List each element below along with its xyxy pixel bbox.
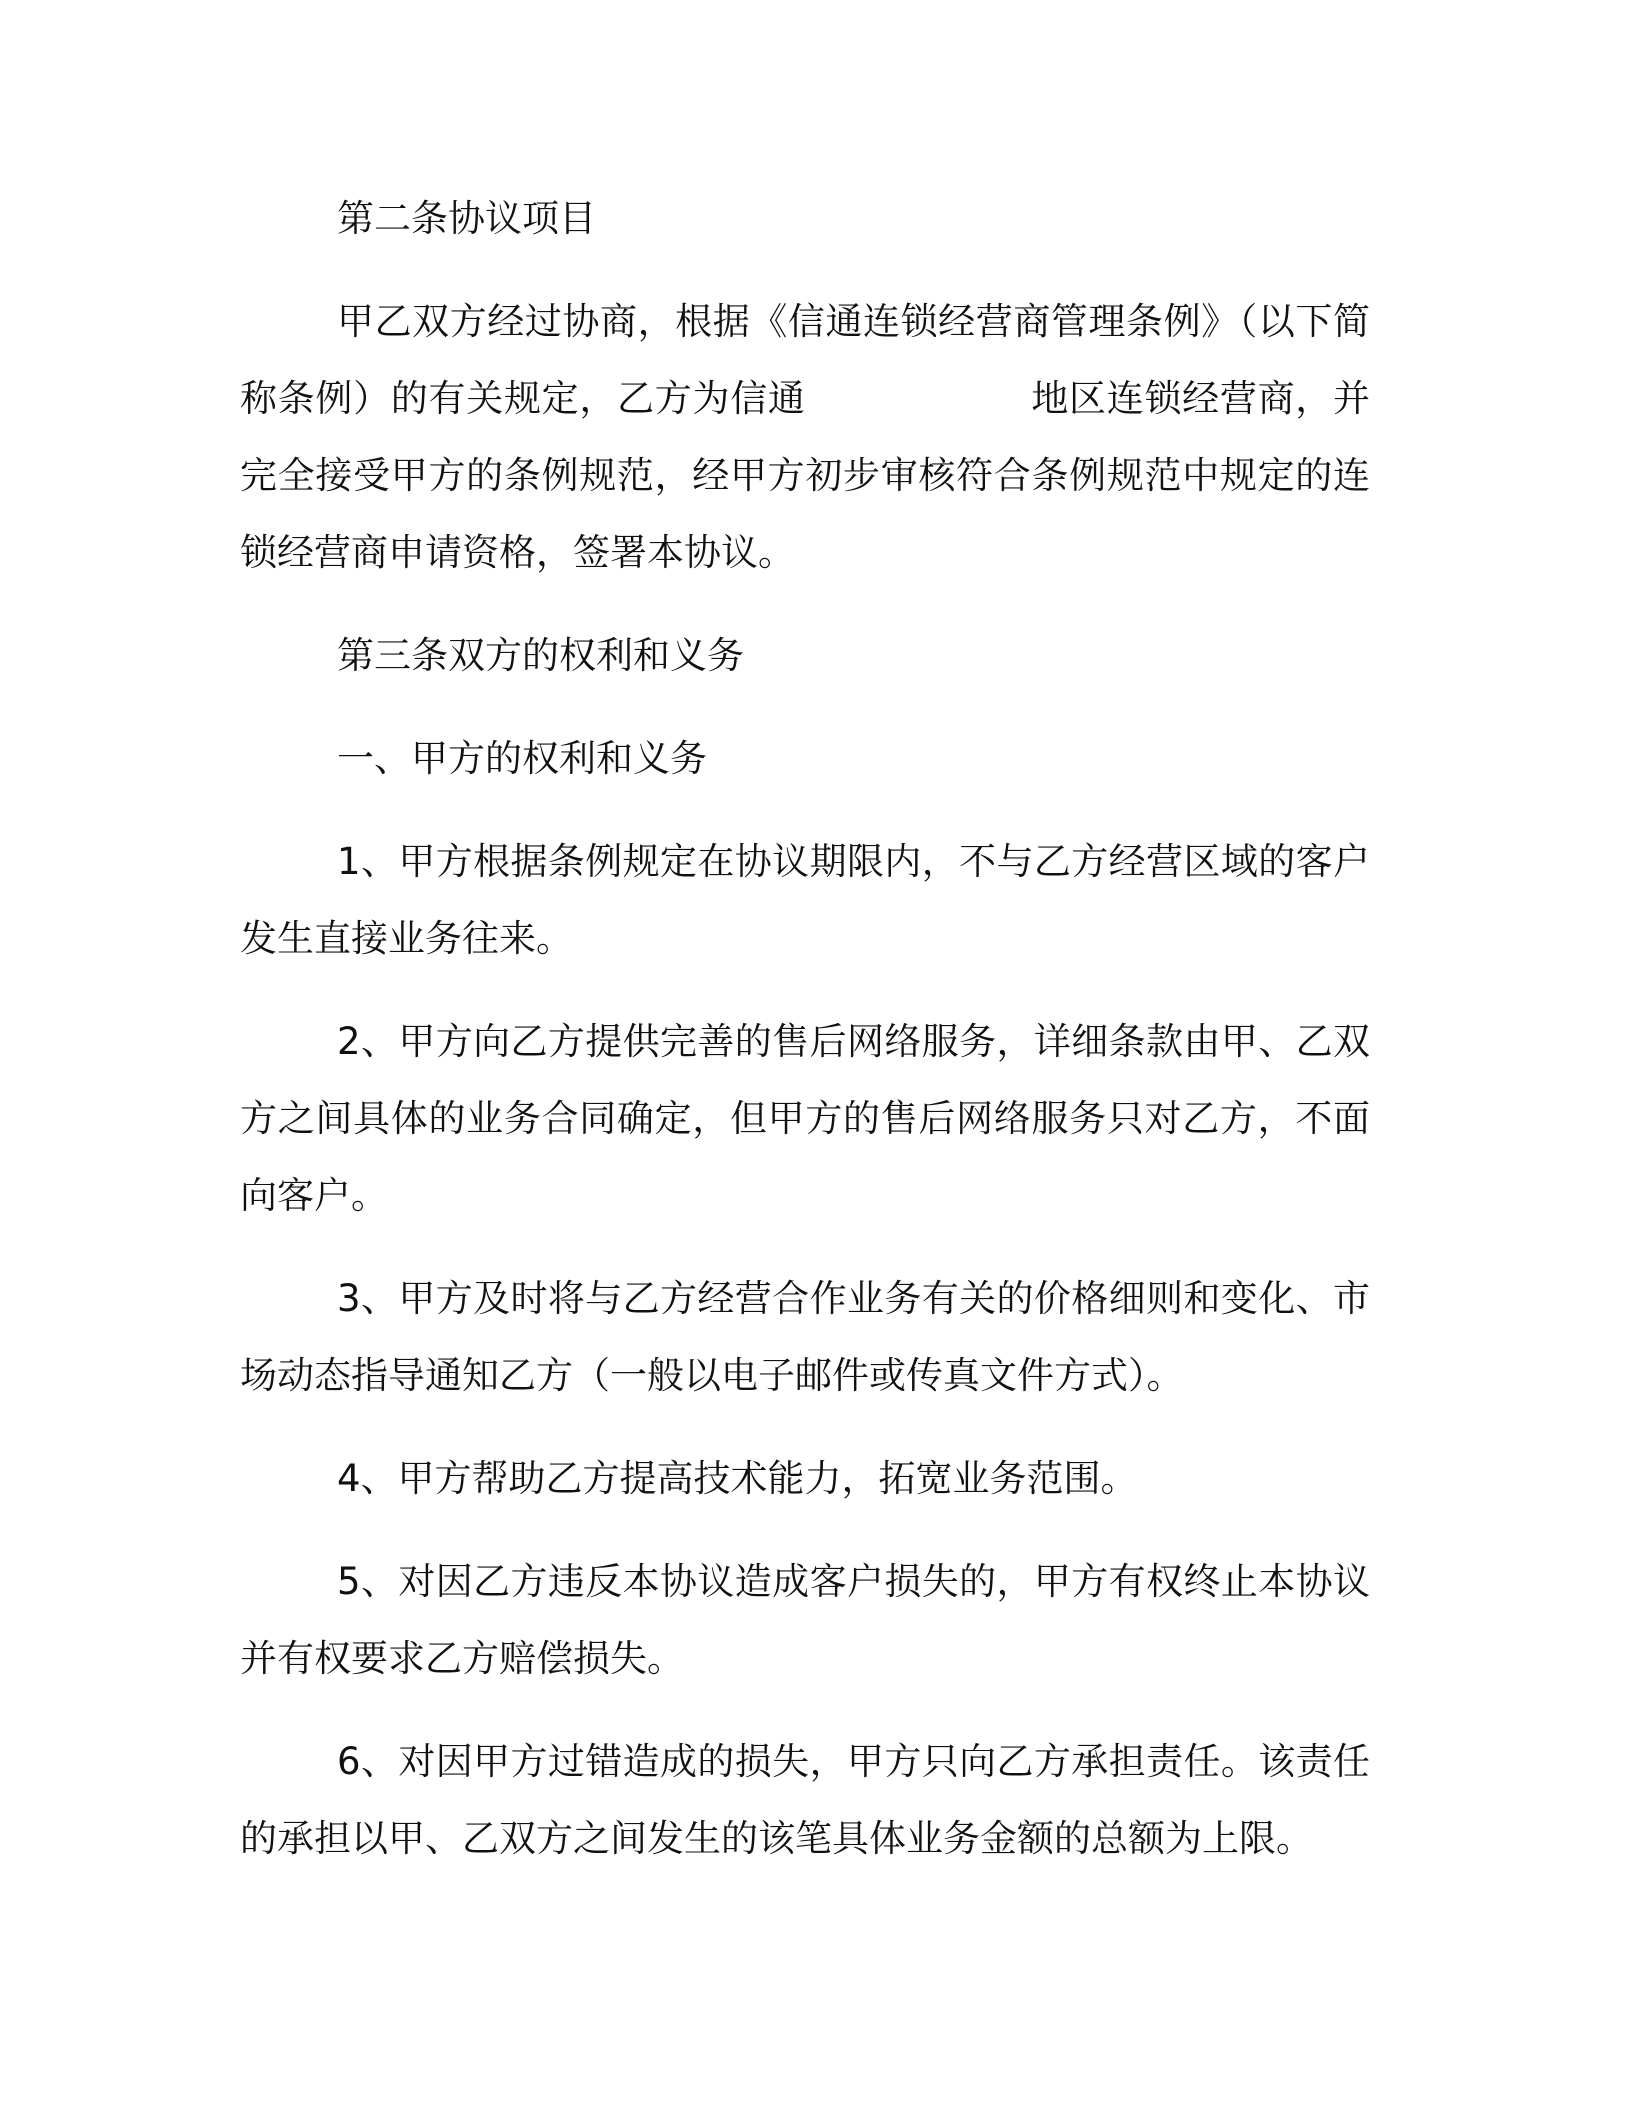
clause-item-5: 5、对因乙方违反本协议造成客户损失的，甲方有权终止本协议并有权要求乙方赔偿损失。 [240, 1560, 1370, 1680]
document-body [240, 180, 1370, 1903]
clause-item-3: 3、甲方及时将与乙方经营合作业务有关的价格细则和变化、市场动态指导通知乙方（一般以电子邮件或传真文件方式）。 [240, 1277, 1370, 1397]
article-2-text-part-b: 地区连锁经营商，并完全接受甲方的条例规范，经甲方初步审核符合条例规范中规定的连锁经营商申请资格，签署本协议。 [240, 377, 1370, 574]
clause-item-2: 2、甲方向乙方提供完善的售后网络服务，详细条款由甲、乙双方之间具体的业务合同确定，但甲方的售后网络服务只对乙方，不面向客户。 [240, 1020, 1370, 1217]
section-1-title: 一、甲方的权利和义务 [337, 737, 707, 780]
article-2-text-part-a: 甲乙双方经过协商，根据《信通连锁经营商管理条例》（以下简称条例）的有关规定，乙方为信通 [240, 300, 1370, 420]
clause-item-1: 1、甲方根据条例规定在协议期限内，不与乙方经营区域的客户发生直接业务往来。 [240, 840, 1370, 960]
article-3-title: 第三条双方的权利和义务 [337, 634, 744, 677]
clause-item-6: 6、对因甲方过错造成的损失，甲方只向乙方承担责任。该责任的承担以甲、乙双方之间发生的该笔具体业务金额的总额为上限。 [240, 1740, 1370, 1860]
article-2-title: 第二条协议项目 [337, 197, 596, 240]
article-2-paragraph [240, 283, 1370, 591]
clause-item-4: 4、甲方帮助乙方提高技术能力，拓宽业务范围。 [337, 1457, 1138, 1500]
